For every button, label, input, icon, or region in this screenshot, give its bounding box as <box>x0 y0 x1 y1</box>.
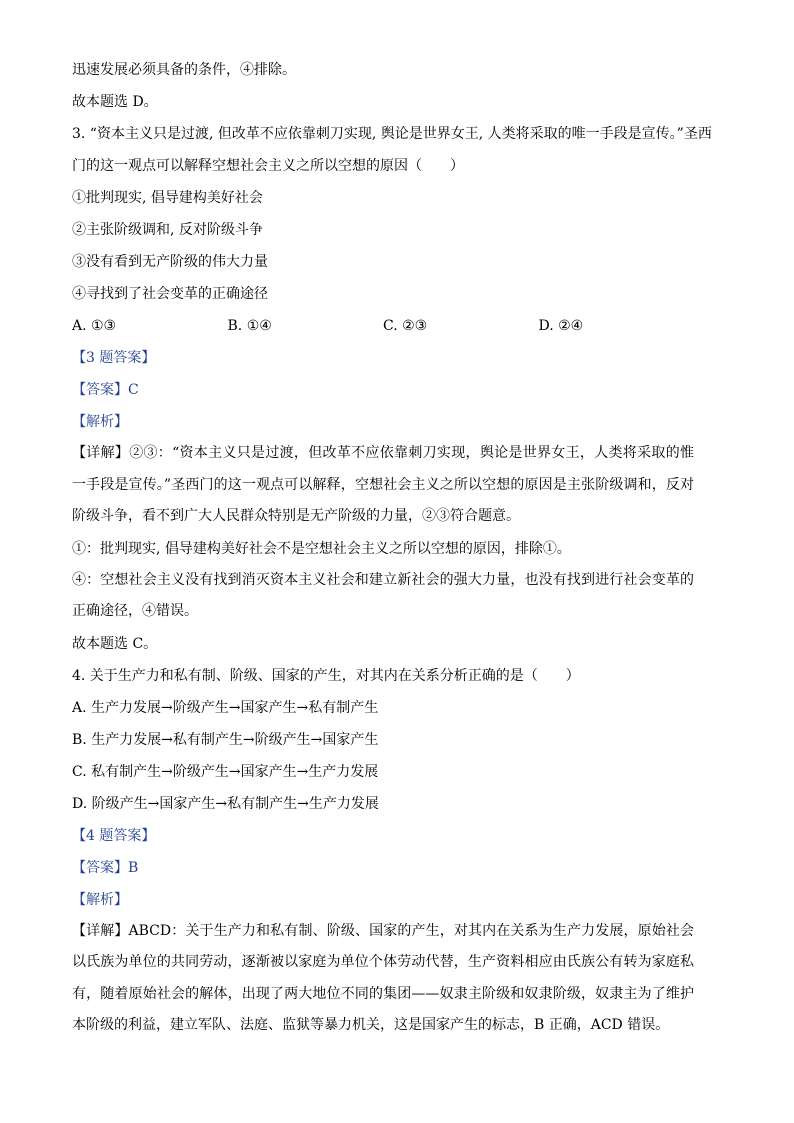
question-4-option-a: A. 生产力发展→阶级产生→国家产生→私有制产生 <box>72 699 379 716</box>
text-line: 故本题选 D。 <box>72 94 158 110</box>
question-3-item: ①批判现实, 倡导建构美好社会 <box>72 190 263 206</box>
question-4-stem: 4. 关于生产力和私有制、阶级、国家的产生，对其内在关系分析正确的是（ ） <box>72 667 580 684</box>
conclusion-3: 故本题选 C。 <box>72 635 158 652</box>
note-3-1: ①：批判现实, 倡导建构美好社会不是空想社会主义之所以空想的原因，排除①。 <box>72 540 571 557</box>
option-d: D. ②④ <box>538 318 584 334</box>
question-3-stem-cont: 门的这一观点可以解释空想社会主义之所以空想的原因（ ） <box>72 158 464 174</box>
answer-3: 【答案】C <box>72 382 139 398</box>
analysis-label-3: 【解析】 <box>72 414 128 430</box>
question-4-option-d: D. 阶级产生→国家产生→私有制产生→生产力发展 <box>72 795 379 812</box>
detail-3: 【详解】②③：“资本主义只是过渡，但改革不应依靠刺刀实现，舆论是世界女王，人类将采取的惟一手段是宣传。”圣西门的这一观点可以解释，空想社会主义之所以空想的原因是主张阶级调和，反对阶级斗争，看不到广大人民群众特别是无产阶级的力量，②③符合题意。 <box>72 445 694 524</box>
detail-4: 【详解】ABCD：关于生产力和私有制、阶级、国家的产生，对其内在关系为生产力发展，原始社会以氏族为单位的共同劳动，逐渐被以家庭为单位个体劳动代替，生产资料相应由氏族公有转为家庭私有，随着原始社会的解体，出现了两大地位不同的集团——奴隶主阶级和奴隶阶级，奴隶主为了维护本阶级的利益，建立军队、法庭、监狱等暴力机关，这是国家产生的标志，B 正确，ACD 错误。 <box>72 922 694 1033</box>
option-c: C. ②③ <box>383 318 428 334</box>
question-3-item: ③没有看到无产阶级的伟大力量 <box>72 254 268 270</box>
answer-header-3: 【3 题答案】 <box>72 350 156 366</box>
question-4-option-b: B. 生产力发展→私有制产生→阶级产生→国家产生 <box>72 731 379 748</box>
option-a: A. ①③ <box>72 318 117 334</box>
question-3-options <box>72 316 694 336</box>
text-line: 迅速发展必须具备的条件，④排除。 <box>72 62 296 78</box>
question-3-item: ④寻找到了社会变革的正确途径 <box>72 286 268 302</box>
option-b: B. ①④ <box>227 318 272 334</box>
answer-header-4: 【4 题答案】 <box>72 827 156 844</box>
note-3-2: ④：空想社会主义没有找到消灭资本主义社会和建立新社会的强大力量，也没有找到进行社会变革的正确途径，④错误。 <box>72 571 694 619</box>
question-4-option-c: C. 私有制产生→阶级产生→国家产生→生产力发展 <box>72 763 379 780</box>
analysis-label-4: 【解析】 <box>72 891 128 908</box>
question-3-stem: 3. “资本主义只是过渡, 但改革不应依靠刺刀实现, 舆论是世界女王, 人类将采取的唯一手段是宣传。”圣西 <box>72 126 712 142</box>
answer-4: 【答案】B <box>72 859 139 876</box>
question-3-item: ②主张阶级调和, 反对阶级斗争 <box>72 222 263 238</box>
